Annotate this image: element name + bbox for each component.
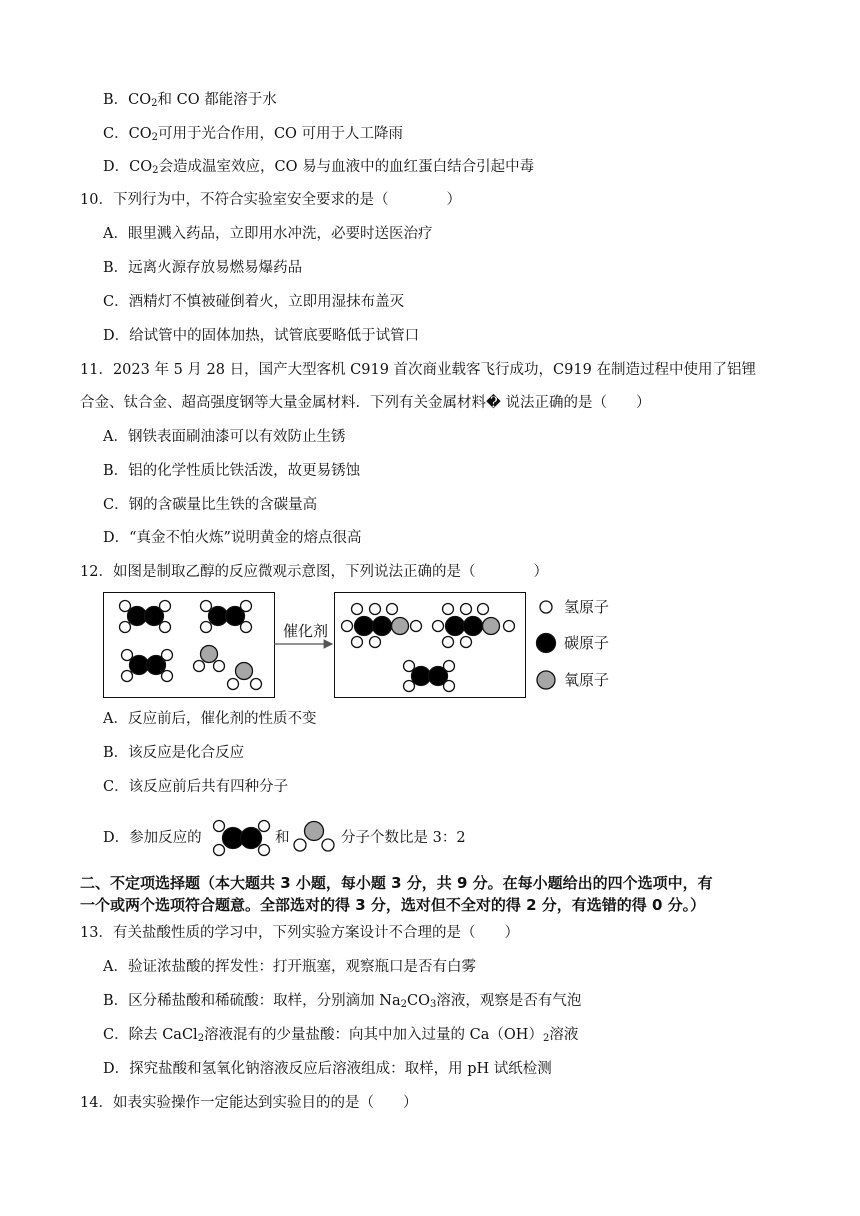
- q11-option-d: D．“真金不怕火炼”说明黄金的熔点很高: [103, 530, 362, 546]
- q11-stem-line1: 11．2023 年 5 月 28 日，国产大型客机 C919 首次商业载客飞行成功，C919 在制造过程中使用了铝锂: [80, 362, 756, 378]
- q13-stem: 13．有关盐酸性质的学习中，下列实验方案设计不合理的是（ ）: [80, 925, 519, 941]
- option-d-ethylene-icon: [214, 821, 270, 856]
- q10-option-d: D．给试管中的固体加热，试管底要略低于试管口: [103, 328, 420, 344]
- catalyst-label: 催化剂: [283, 622, 329, 640]
- q9-option-b: B．$CO_2$和 CO 都能溶于水: [103, 92, 277, 109]
- q12-option-c: C．该反应前后共有四种分子: [103, 779, 289, 795]
- q12-option-a: A．反应前后，催化剂的性质不变: [103, 711, 317, 727]
- q13-option-c: C．除去 CaCl$_2$溶液混有的少量盐酸：向其中加入过量的 $Ca(OH)_2$溶液: [103, 1027, 579, 1044]
- q12-stem: 12．如图是制取乙醇的反应微观示意图，下列说法正确的是（ ）: [80, 564, 548, 580]
- q11-option-b: B．铝的化学性质比铁活泼，故更易锈蚀: [103, 463, 361, 479]
- q12-option-b: B．该反应是化合反应: [103, 745, 245, 761]
- q11-option-c: C．钢的含碳量比生铁的含碳量高: [103, 497, 318, 513]
- section2-heading-line1: 二、不定项选择题（本大题共 3 小题，每小题 3 分，共 9 分。在每小题给出的四个选项中，有: [80, 874, 713, 892]
- q14-stem: 14．如表实验操作一定能达到实验目的的是（ ）: [80, 1095, 418, 1111]
- q11-stem-line2: 合金、钛合金、超高强度钢等大量金属材料．下列有关金属材料� 说法正确的是（ ）: [80, 395, 651, 411]
- q9-option-d: D．$CO_2$会造成温室效应，CO 易与血液中的血红蛋白结合引起中毒: [103, 159, 535, 176]
- q13-option-d: D．探究盐酸和氢氧化钠溶液反应后溶液组成：取样，用 pH 试纸检测: [103, 1061, 552, 1077]
- q9-option-c: C．$CO_2$可用于光合作用，CO 可用于人工降雨: [103, 126, 404, 143]
- q10-stem: 10．下列行为中，不符合实验室安全要求的是（ ）: [80, 192, 461, 208]
- legend-carbon-label: 碳原子: [564, 634, 610, 652]
- q10-option-a: A．眼里溅入药品，立即用水冲洗，必要时送医治疗: [103, 226, 433, 242]
- q13-option-b: B．区分稀盐酸和稀硫酸：取样，分别滴加 $Na_2CO_3$溶液，观察是否有气泡: [103, 993, 582, 1010]
- q10-option-b: B．远离火源存放易燃易爆药品: [103, 260, 303, 276]
- q10-option-c: C．酒精灯不慎被碰倒着火，立即用湿抹布盖灭: [103, 294, 405, 310]
- q12-option-d-post: 分子个数比是 3：2: [341, 830, 466, 846]
- q13-option-a: A．验证浓盐酸的挥发性：打开瓶塞，观察瓶口是否有白雾: [103, 959, 476, 975]
- q12-option-d-mid: 和: [275, 830, 290, 846]
- option-d-water-icon: [294, 822, 334, 852]
- legend-hydrogen-label: 氢原子: [564, 598, 610, 616]
- legend-oxygen-label: 氧原子: [564, 671, 610, 689]
- q12-option-d-pre: D．参加反应的: [103, 830, 202, 846]
- q11-option-a: A．钢铁表面刷油漆可以有效防止生锈: [103, 429, 346, 445]
- section2-heading-line2: 一个或两个选项符合题意。全部选对的得 3 分，选对但不全对的得 2 分，有选错的得 0 分。）: [80, 896, 706, 914]
